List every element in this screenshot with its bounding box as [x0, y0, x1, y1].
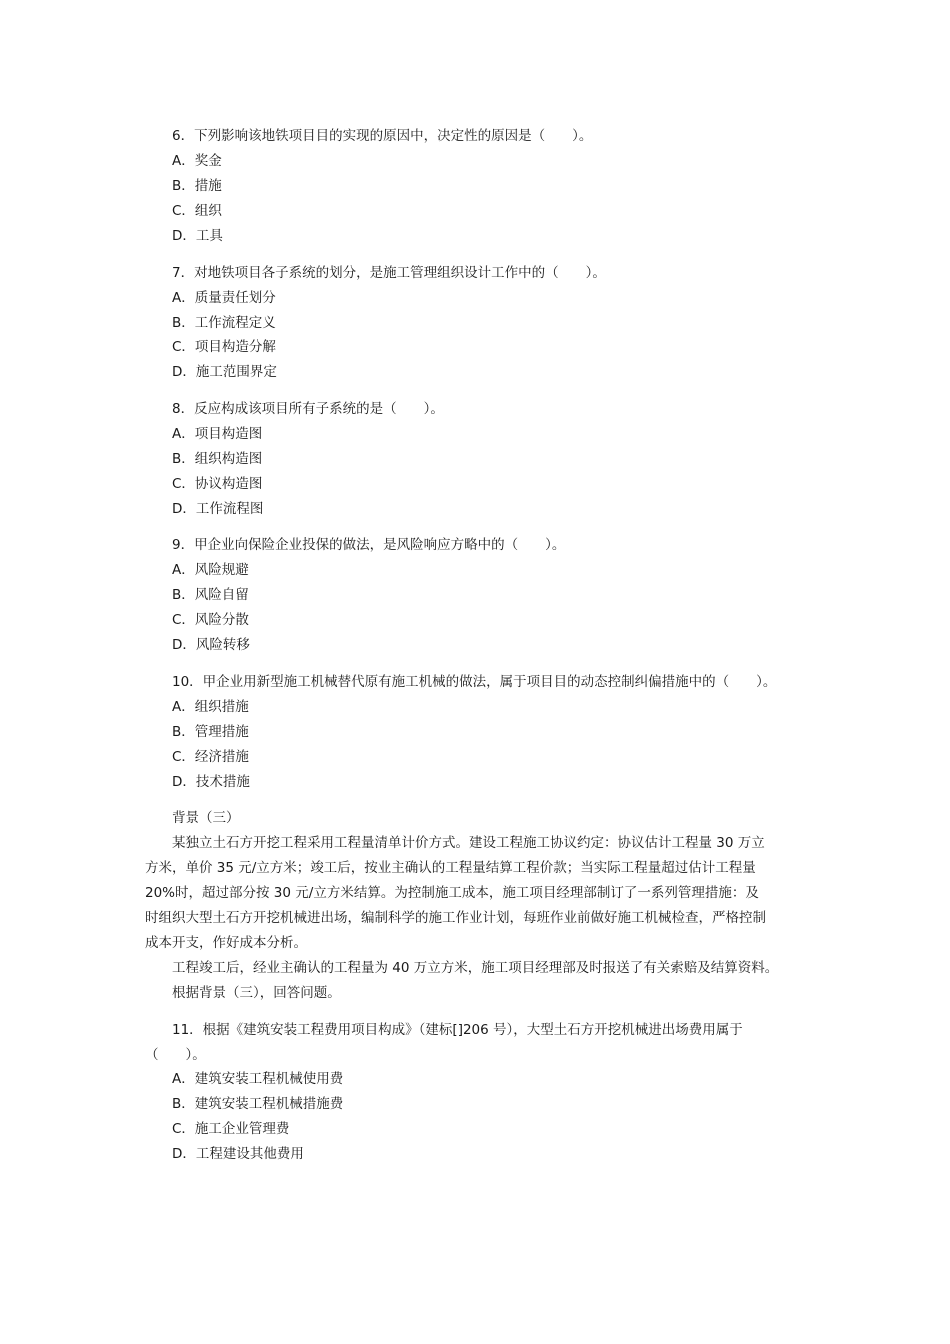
question-9-option-b: B．风险自留	[172, 587, 249, 603]
question-6-option-c: C．组织	[172, 203, 222, 219]
question-11-option-b: B．建筑安装工程机械措施费	[172, 1096, 344, 1112]
question-7-stem: 7．对地铁项目各子系统的划分，是施工管理组织设计工作中的（ ）。	[172, 265, 606, 281]
question-10-option-d: D．技术措施	[172, 774, 250, 790]
background-paragraph-2: 工程竣工后，经业主确认的工程量为 40 万立方米，施工项目经理部及时报送了有关索赔及结算资料。	[172, 960, 779, 976]
question-6-option-a: A．奖金	[172, 153, 222, 169]
question-10-stem: 10．甲企业用新型施工机械替代原有施工机械的做法，属于项目目的动态控制纠偏措施中的（ ）。	[172, 674, 777, 690]
question-8-option-c: C．协议构造图	[172, 476, 263, 492]
background-prompt: 根据背景（三），回答问题。	[172, 985, 341, 1001]
background-title: 背景（三）	[172, 810, 240, 826]
background-paragraph-line-2: 方米，单价 35 元/立方米；竣工后，按业主确认的工程量结算工程价款；当实际工程量超过估计工程量	[145, 860, 756, 876]
question-11-stem-line-2: （ ）。	[145, 1047, 206, 1063]
question-7-option-d: D．施工范围界定	[172, 364, 277, 380]
question-9-option-c: C．风险分散	[172, 612, 249, 628]
question-8-stem: 8．反应构成该项目所有子系统的是（ ）。	[172, 401, 444, 417]
question-10-option-a: A．组织措施	[172, 699, 249, 715]
question-9-option-a: A．风险规避	[172, 562, 249, 578]
background-paragraph-line-3: 20%时，超过部分按 30 元/立方米结算。为控制施工成本，施工项目经理部制订了一系列管理措施：及	[145, 885, 759, 901]
question-10-option-b: B．管理措施	[172, 724, 249, 740]
background-paragraph-line-4: 时组织大型土石方开挖机械进出场，编制科学的施工作业计划，每班作业前做好施工机械检查，严格控制	[145, 910, 766, 926]
background-paragraph-line-1: 某独立土石方开挖工程采用工程量清单计价方式。建设工程施工协议约定：协议估计工程量 30 万立	[172, 835, 765, 851]
background-paragraph-line-5: 成本开支，作好成本分析。	[145, 935, 307, 951]
question-10-option-c: C．经济措施	[172, 749, 249, 765]
question-6-option-b: B．措施	[172, 178, 222, 194]
question-7-option-b: B．工作流程定义	[172, 315, 276, 331]
question-9-stem: 9．甲企业向保险企业投保的做法，是风险响应方略中的（ ）。	[172, 537, 566, 553]
question-7-option-a: A．质量责任划分	[172, 290, 276, 306]
question-9-option-d: D．风险转移	[172, 637, 250, 653]
question-8-option-b: B．组织构造图	[172, 451, 263, 467]
question-7-option-c: C．项目构造分解	[172, 339, 276, 355]
question-11-option-c: C．施工企业管理费	[172, 1121, 290, 1137]
question-11-option-a: A．建筑安装工程机械使用费	[172, 1071, 344, 1087]
question-11-option-d: D．工程建设其他费用	[172, 1146, 304, 1162]
question-11-stem-line-1: 11．根据《建筑安装工程费用项目构成》（建标[]206 号），大型土石方开挖机械进出场费用属于	[172, 1022, 743, 1038]
question-8-option-d: D．工作流程图	[172, 501, 264, 517]
question-6-stem: 6．下列影响该地铁项目目的实现的原因中，决定性的原因是（ ）。	[172, 128, 593, 144]
question-8-option-a: A．项目构造图	[172, 426, 263, 442]
question-6-option-d: D．工具	[172, 228, 223, 244]
